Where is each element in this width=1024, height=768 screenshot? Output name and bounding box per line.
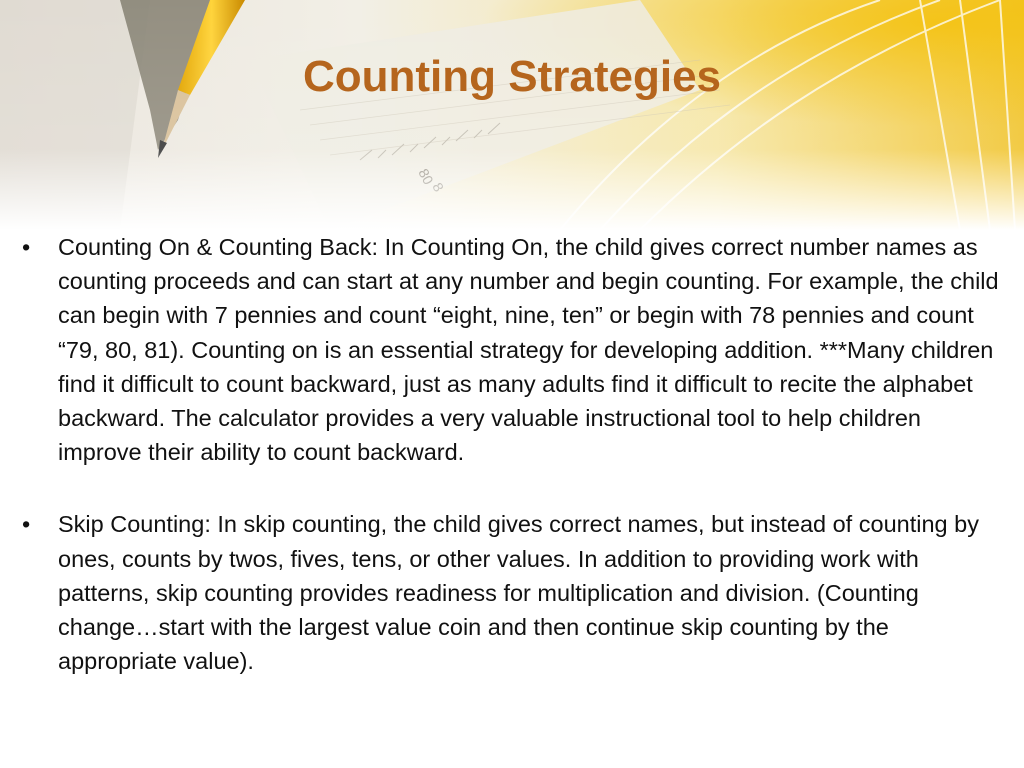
bullet-text: Skip Counting: In skip counting, the child gives correct names, but instead of counting by ones, counts by twos, fives, tens, or other values. In addition to providing work with patterns, skip counting provides readiness for multiplication and division. (Counting change…start with the largest value coin and then continue skip counting by the appropriate value).	[58, 511, 979, 675]
bullet-list	[20, 230, 1010, 716]
header-decoration	[0, 0, 1024, 230]
bullet-item	[20, 507, 1010, 678]
slide-title: Counting Strategies	[302, 52, 722, 101]
bullet-text: Counting On & Counting Back: In Counting On, the child gives correct number names as counting proceeds and can start at any number and begin counting. For example, the child can begin with 7 pennies and count “eight, nine, ten” or begin with 78 pennies and count “79, 80, 81). Counting on is an essential strategy for developing addition. ***Many children find it difficult to count backward, just as many adults find it difficult to recite the alphabet backward. The calculator provides a very valuable instructional tool to help children improve their ability to count backward.	[58, 234, 999, 466]
bullet-marker: •	[22, 511, 31, 538]
bullet-item	[20, 230, 1010, 469]
bullet-marker: •	[22, 234, 31, 260]
